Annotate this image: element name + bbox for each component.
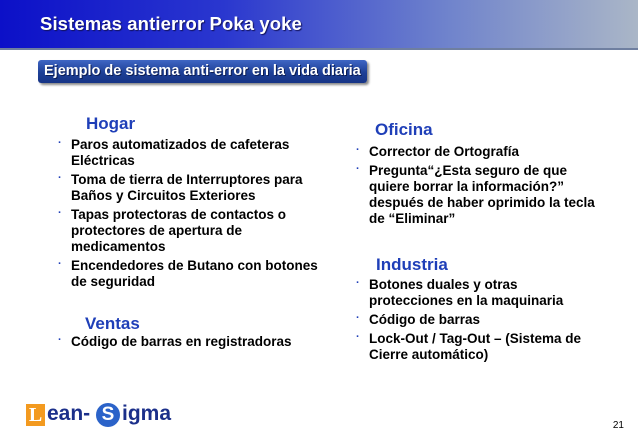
bullet-icon: · — [58, 334, 62, 346]
list-item-text: Lock-Out / Tag-Out – (Sistema de Cierre automático) — [369, 331, 582, 362]
bullet-icon: · — [356, 277, 360, 289]
list-item-text: Toma de tierra de Interruptores para Baños y Circuitos Exteriores — [71, 172, 303, 203]
list-industria — [356, 277, 596, 366]
bullet-icon: · — [356, 312, 360, 324]
heading-oficina: Oficina — [375, 120, 433, 139]
list-ventas — [58, 334, 336, 353]
list-item — [58, 137, 336, 169]
list-item-text: Pregunta“¿Esta seguro de que quiere borrar la información?” después de haber oprimido la tecla de “Eliminar” — [369, 163, 595, 226]
subtitle-text: Ejemplo de sistema anti-error en la vida diaria — [44, 63, 361, 79]
list-item — [356, 312, 596, 328]
list-item-text: Encendedores de Butano con botones de seguridad — [71, 258, 318, 289]
list-item-text: Código de barras — [369, 312, 481, 327]
list-hogar — [58, 137, 336, 293]
list-item — [58, 334, 336, 350]
bullet-icon: · — [58, 172, 62, 184]
list-item-text: Paros automatizados de cafeteras Eléctricas — [71, 137, 290, 168]
list-oficina — [356, 144, 596, 230]
subtitle-banner — [38, 60, 367, 83]
list-item-text: Botones duales y otras protecciones en la maquinaria — [369, 277, 564, 308]
bullet-icon: · — [58, 137, 62, 149]
bullet-icon: · — [58, 258, 62, 270]
page-number: 21 — [612, 420, 624, 431]
logo-s-circle: S — [96, 403, 120, 427]
lean-sigma-logo — [26, 404, 176, 430]
list-item — [356, 144, 596, 160]
title-bar — [0, 0, 638, 50]
list-item-text: Corrector de Ortografía — [369, 144, 520, 159]
logo-text-ean: ean- — [47, 402, 91, 425]
list-item — [58, 258, 336, 290]
heading-industria: Industria — [376, 255, 448, 274]
list-item — [356, 331, 596, 363]
logo-l-box: L — [26, 404, 45, 426]
list-item — [58, 172, 336, 204]
list-item-text: Código de barras en registradoras — [71, 334, 292, 349]
slide-title: Sistemas antierror Poka yoke — [40, 13, 302, 34]
list-item — [356, 277, 596, 309]
list-item-text: Tapas protectoras de contactos o protectores de apertura de medicamentos — [71, 207, 287, 254]
bullet-icon: · — [356, 144, 360, 156]
heading-ventas: Ventas — [85, 314, 140, 333]
logo-text-igma: igma — [122, 402, 172, 425]
heading-hogar: Hogar — [86, 114, 136, 133]
bullet-icon: · — [356, 163, 360, 175]
bullet-icon: · — [58, 207, 62, 219]
list-item — [58, 207, 336, 255]
bullet-icon: · — [356, 331, 360, 343]
list-item — [356, 163, 596, 227]
